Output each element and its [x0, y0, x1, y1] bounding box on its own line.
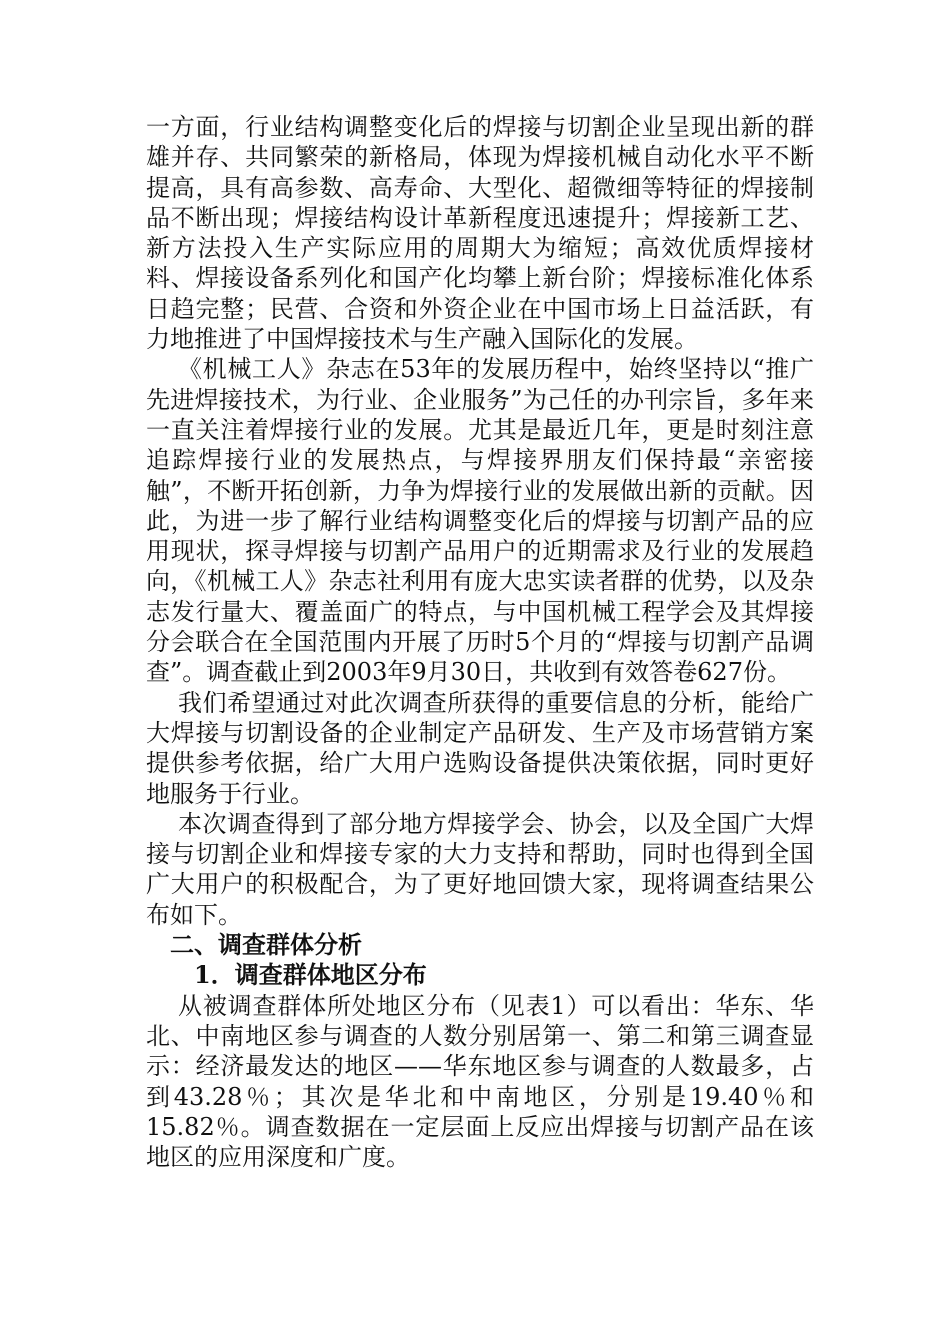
- subsection-heading: 1．调查群体地区分布: [194, 960, 427, 990]
- paragraph-magazine-survey: 《机械工人》杂志在53年的发展历程中，始终坚持以“推广先进焊接技术，为行业、企业服务”为己任的办刊宗旨，多年来一直关注着焊接行业的发展。尤其是最近几年，更是时刻注意追踪焊接行业的发展热点，与焊接界朋友们保持最“亲密接触”，不断开拓创新，力争为焊接行业的发展做出新的贡献。因此，为进一步了解行业结构调整变化后的焊接与切割产品的应用现状，探寻焊接与切割产品用户的近期需求及行业的发展趋向，《机械工人》杂志社利用有庞大忠实读者群的优势，以及杂志发行量大、覆盖面广的特点，与中国机械工程学会及其焊接分会联合在全国范围内开展了历时5个月的“焊接与切割产品调查”。调查截止到2003年9月30日，共收到有效答卷627份。: [146, 355, 814, 687]
- document-page: [146, 112, 814, 1172]
- paragraph-survey-purpose: 我们希望通过对此次调查所获得的重要信息的分析，能给广大焊接与切割设备的企业制定产品研发、生产及市场营销方案提供参考依据，给广大用户选购设备提供决策依据，同时更好地服务于行业。: [146, 688, 814, 808]
- paragraph-acknowledgement: 本次调查得到了部分地方焊接学会、协会，以及全国广大焊接与切割企业和焊接专家的大力支持和帮助，同时也得到全国广大用户的积极配合，为了更好地回馈大家，现将调查结果公布如下。: [146, 809, 814, 929]
- section-heading: 二、调查群体分析: [170, 930, 362, 960]
- paragraph-industry-structure: 一方面，行业结构调整变化后的焊接与切割企业呈现出新的群雄并存、共同繁荣的新格局，体现为焊接机械自动化水平不断提高，具有高参数、高寿命、大型化、超微细等特征的焊接制品不断出现；焊接结构设计革新程度迅速提升；焊接新工艺、新方法投入生产实际应用的周期大为缩短；高效优质焊接材料、焊接设备系列化和国产化均攀上新台阶；焊接标准化体系日趋完整；民营、合资和外资企业在中国市场上日益活跃，有力地推进了中国焊接技术与生产融入国际化的发展。: [146, 113, 814, 354]
- paragraph-region-distribution: 从被调查群体所处地区分布（见表1）可以看出：华东、华北、中南地区参与调查的人数分别居第一、第二和第三调查显示：经济最发达的地区——华东地区参与调查的人数最多，占到43.28％；其次是华北和中南地区，分别是19.40％和15.82％。调查数据在一定层面上反应出焊接与切割产品在该地区的应用深度和广度。: [146, 991, 814, 1172]
